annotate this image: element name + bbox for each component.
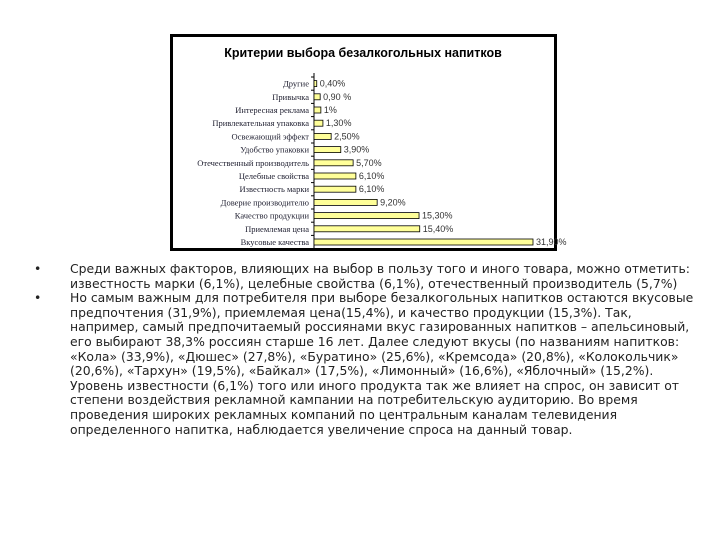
bar: [314, 226, 420, 232]
category-label: Качество продукции: [234, 210, 309, 221]
bar: [314, 239, 533, 245]
data-label: 31,90%: [536, 237, 567, 247]
data-label: 9,20%: [380, 197, 406, 208]
bullet-marker: •: [34, 261, 42, 276]
category-label: Интересная реклама: [235, 105, 309, 115]
category-label: Целебные свойства: [238, 171, 309, 181]
bar: [314, 173, 356, 179]
slide-text: [34, 262, 694, 437]
bar: [314, 147, 341, 153]
data-label: 3,90%: [343, 144, 370, 155]
bullet-item: [34, 262, 694, 291]
bar: [314, 120, 323, 126]
data-label: 6,10%: [358, 184, 385, 195]
data-label: 6,10%: [358, 171, 385, 181]
category-label: Вкусовые качества: [240, 237, 309, 247]
chart-canvas: [173, 37, 567, 248]
bar: [314, 133, 331, 139]
bar: [314, 199, 377, 205]
category-label: Известность марки: [239, 184, 309, 195]
bar: [314, 81, 317, 87]
bullet-marker: •: [34, 290, 42, 306]
data-label: 2,50%: [334, 131, 360, 142]
category-label: Приемлемая цена: [245, 223, 309, 234]
data-label: 15,40%: [422, 223, 454, 234]
data-label: 1,30%: [325, 118, 352, 129]
category-label: Привлекательная упаковка: [212, 118, 309, 129]
category-label: Другие: [283, 78, 309, 89]
bar: [314, 107, 321, 113]
category-label: Доверие производителю: [220, 197, 309, 208]
data-label: 5,70%: [356, 157, 382, 168]
bar-chart: [170, 34, 567, 251]
data-label: 0,40%: [319, 78, 346, 89]
bar: [314, 186, 356, 192]
category-label: Освежающий эффект: [231, 131, 309, 142]
bullet-item: [34, 291, 694, 437]
bullet-text: Среди важных факторов, влияющих на выбор в пользу того и иного товара, можно отметить: известность марки (6,1%), целебные свойства (6,1%), отечественный производитель (5,7%): [70, 261, 690, 291]
data-label: 1%: [323, 105, 337, 115]
chart-title: Критерии выбора безалкогольных напитков: [224, 46, 502, 60]
data-label: 15,30%: [422, 210, 453, 221]
category-label: Отечественный производитель: [197, 157, 309, 168]
bar: [314, 160, 353, 166]
bullet-text: Но самым важным для потребителя при выборе безалкогольных напитков остаются вкусовые предпочтения (31,9%), приемлемая цена(15,4%), и качество продукции (15,3%). Так, например, самый предпочитаемый россиянами вкус газированных напитков – апельсиновый, его выбирают 38,3% россиян старше 16 лет. Далее следуют вкусы (по названиям напитков: «Кола» (33,9%), «Дюшес» (27,8%), «Буратино» (25,6%), «Кремсода» (20,8%), «Колокольчик» (20,6%), «Тархун» (19,5%), «Байкал» (17,5%), «Лимонный» (16,6%), «Яблочный» (15,2%). Уровень известности (6,1%) того или иного продукта так же влияет на спрос, он зависит от степени воздействия рекламной кампании на потребительскую аудиторию. Во время проведения широких рекламных компаний по центральным каналам телевидения определенного напитка, наблюдается увеличение спроса на данный товар.: [70, 290, 694, 437]
bar: [314, 213, 419, 219]
data-label: 0,90 %: [323, 91, 352, 102]
category-label: Привычка: [272, 91, 309, 102]
category-label: Удобство упаковки: [240, 144, 309, 155]
bar: [314, 94, 320, 100]
